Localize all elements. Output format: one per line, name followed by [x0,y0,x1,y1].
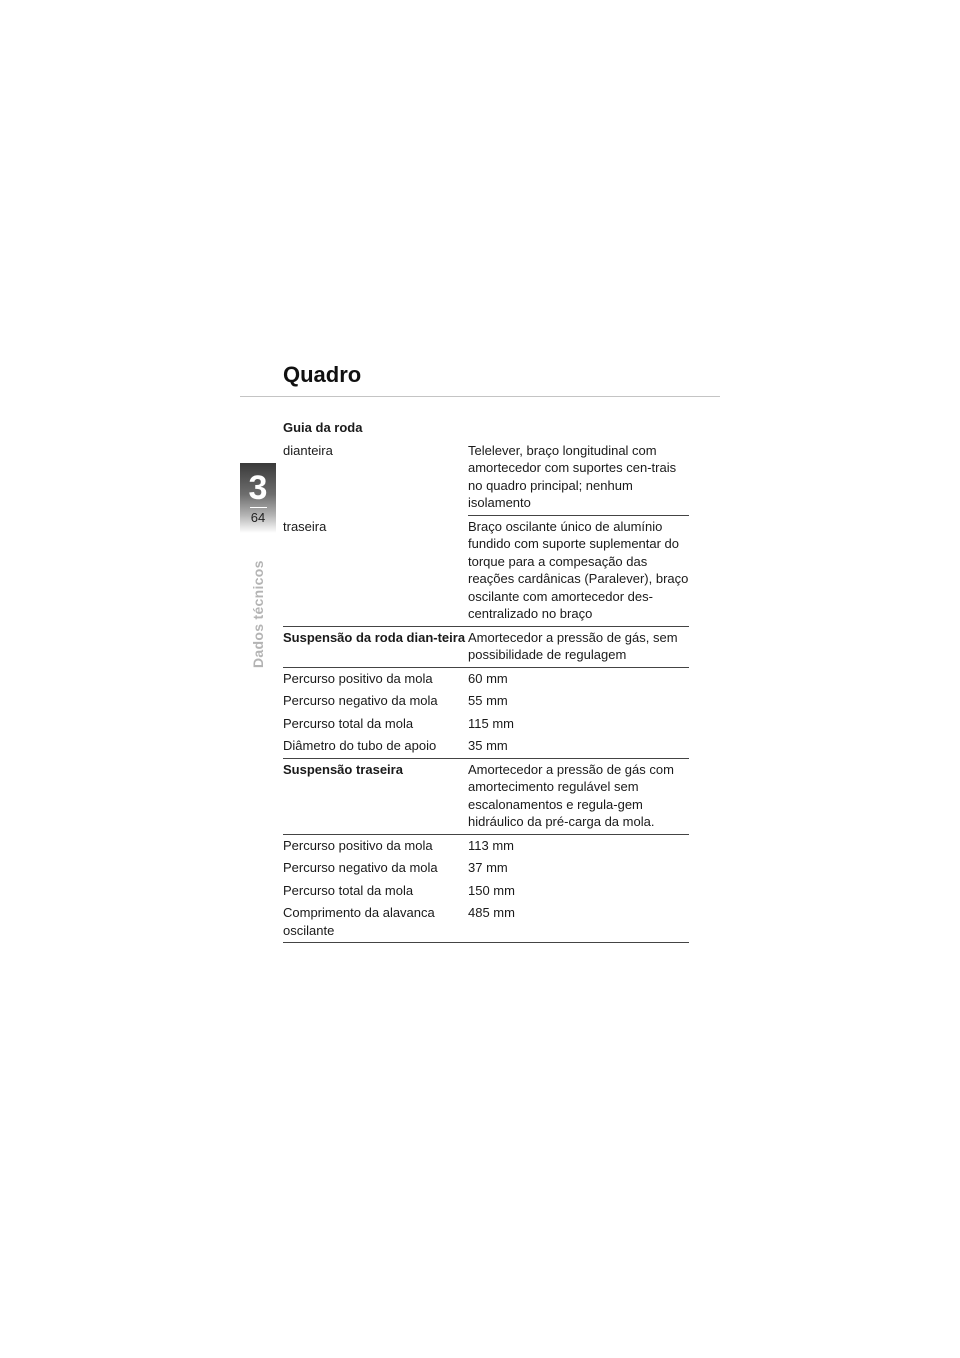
spec-label: dianteira [283,442,333,458]
title-divider [240,396,720,397]
spec-label: Suspensão da roda dian-teira [283,629,466,645]
spec-value: 150 mm [468,882,515,898]
spec-label: Percurso negativo da mola [283,860,438,875]
chapter-side-label: Dados técnicos [250,560,266,668]
chapter-divider [250,507,267,508]
spec-value: Amortecedor a pressão de gás com amortecimento regulável sem escalonamentos e regula-gem hidráulico da pré-carga da mola. [468,761,674,829]
spec-value: 37 mm [468,860,508,875]
spec-value: 485 mm [468,905,515,920]
spec-row-rear-suspension [283,759,689,835]
spec-row-rear-total-travel [283,880,689,903]
spec-row-traseira [283,516,689,626]
spec-row-front-negative-travel [283,690,689,713]
spec-label: Percurso total da mola [283,715,414,731]
page-number: 64 [250,510,266,525]
spec-value: 55 mm [468,693,508,708]
page-title: Quadro [283,362,362,387]
spec-row-front-positive-travel [283,668,689,691]
spec-row-rear-negative-travel [283,857,689,880]
spec-label: Suspensão traseira [283,761,403,777]
spec-row-front-suspension [283,626,689,668]
chapter-tab [240,463,276,533]
spec-value: 35 mm [468,738,508,753]
spec-value: Braço oscilante único de alumínio fundido com suporte suplementar do torque para a compesação das reações cardânicas (Paralever), braço oscilante com amortecedor des-centralizado no braço [468,518,689,621]
spec-row-rear-positive-travel [283,835,689,858]
spec-row-front-tube-diameter [283,735,689,759]
spec-label: traseira [283,518,327,534]
spec-value: Telelever, braço longitudinal com amortecedor com suportes cen-trais no quadro principal; nenhum isolamento [468,440,689,516]
spec-value: 115 mm [468,715,514,731]
chapter-number: 3 [248,469,268,507]
spec-value: 113 mm [468,837,514,853]
spec-label: Percurso positivo da mola [283,837,433,853]
spec-value: Amortecedor a pressão de gás, sem possibilidade de regulagem [468,629,678,662]
spec-label: Percurso total da mola [283,882,414,898]
spec-row-swingarm-length [283,902,689,943]
spec-label: Comprimento da alavanca oscilante [283,905,435,938]
spec-value: 60 mm [468,670,508,686]
spec-table [283,417,689,943]
spec-label: Percurso negativo da mola [283,693,438,708]
spec-row-front-total-travel [283,713,689,736]
section-heading-row [283,417,689,440]
spec-label: Diâmetro do tubo de apoio [283,738,437,753]
spec-row-dianteira [283,440,689,516]
spec-label: Percurso positivo da mola [283,670,433,686]
section-heading: Guia da roda [283,420,363,435]
